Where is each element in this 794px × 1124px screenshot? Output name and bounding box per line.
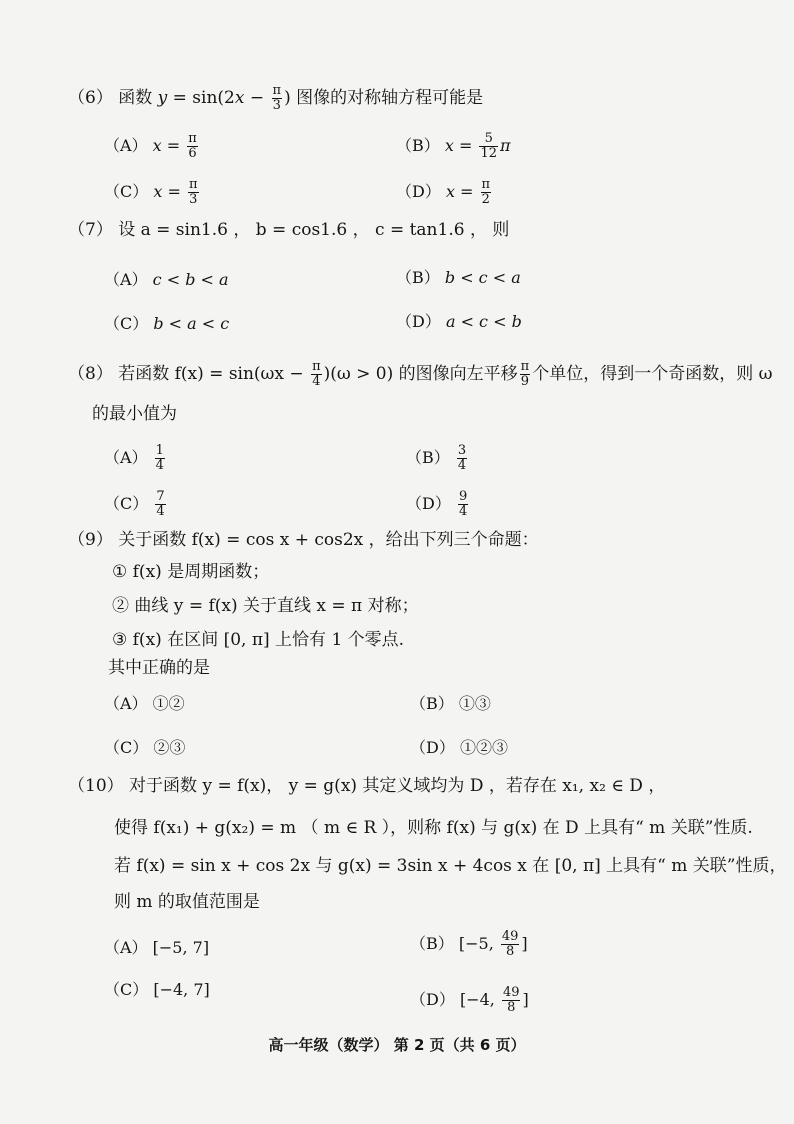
q9-option-d-label: （D） bbox=[410, 738, 455, 757]
q9-option-d-text: ①②③ bbox=[459, 738, 508, 757]
q10-option-b-fraction bbox=[501, 930, 520, 959]
q8-stem-line2: 的最小值为 bbox=[92, 404, 177, 424]
q7-option-a[interactable] bbox=[104, 270, 229, 290]
q10-stem-line1: （10） 对于函数 y = f(x)， y = g(x) 其定义域均为 D ，若存在 x₁, x₂ ∈ D ， bbox=[68, 776, 666, 796]
q6-option-c-fraction bbox=[188, 178, 199, 207]
q10-option-d-prefix: [−4, bbox=[459, 990, 500, 1009]
q10-option-b[interactable] bbox=[410, 930, 528, 959]
q8-stem-middle: )(ω > 0) 的图像向左平移 bbox=[323, 364, 518, 384]
q9-option-a-text: ①② bbox=[152, 694, 185, 713]
q8-option-b-label: （B） bbox=[406, 448, 450, 467]
q10-option-c-text: [−4, 7] bbox=[153, 980, 210, 999]
q9-option-c[interactable] bbox=[104, 738, 185, 758]
q6-option-a[interactable] bbox=[104, 132, 200, 161]
q7-option-c-label: （C） bbox=[104, 314, 149, 333]
q6-option-d-label: （D） bbox=[396, 182, 441, 201]
q9-option-b-text: ①③ bbox=[458, 694, 491, 713]
q8-option-d-label: （D） bbox=[406, 494, 451, 513]
q6-option-d[interactable] bbox=[396, 178, 493, 207]
q8-option-c-fraction bbox=[155, 490, 165, 519]
q10-option-a-text: [−5, 7] bbox=[152, 938, 210, 957]
q10-option-d[interactable] bbox=[410, 986, 529, 1015]
q8-option-b-num: 3 bbox=[457, 443, 467, 458]
q10-option-b-prefix: [−5, bbox=[458, 934, 499, 953]
q7-option-a-label: （A） bbox=[104, 270, 148, 289]
q8-option-d-den: 4 bbox=[458, 504, 468, 519]
q8-option-c-den: 4 bbox=[156, 504, 165, 519]
q7-option-c-text: b < a < c bbox=[153, 314, 230, 333]
q7-stem: （7） 设 a = sin1.6 ， b = cos1.6 ， c = tan1.6 ， 则 bbox=[68, 220, 510, 240]
q6-option-a-lhs: x = bbox=[152, 136, 181, 155]
q7-option-d[interactable] bbox=[396, 312, 522, 332]
q9-conclusion: 其中正确的是 bbox=[108, 658, 210, 678]
q6-stem-prefix: （6） 函数 bbox=[68, 88, 158, 108]
q6-option-c-lhs: x = bbox=[153, 182, 181, 201]
q10-option-d-fraction bbox=[502, 986, 521, 1015]
q8-stem-frac2-num: π bbox=[520, 359, 530, 374]
q10-option-d-num: 49 bbox=[502, 985, 520, 1000]
q8-option-c[interactable] bbox=[104, 490, 168, 519]
q8-option-a[interactable] bbox=[104, 444, 167, 473]
q6-option-c[interactable] bbox=[104, 178, 201, 207]
q8-option-a-num: 1 bbox=[155, 443, 164, 458]
q8-option-c-label: （C） bbox=[104, 494, 149, 513]
q7-option-c[interactable] bbox=[104, 314, 229, 334]
q10-option-c-label: （C） bbox=[104, 980, 149, 999]
q9-option-c-label: （C） bbox=[104, 738, 149, 757]
q6-option-b-den: 12 bbox=[480, 146, 498, 161]
q10-stem-line3: 若 f(x) = sin x + cos 2x 与 g(x) = 3sin x + 4cos x 在 [0, π] 上具有“ m 关联”性质， bbox=[114, 856, 787, 876]
q9-stem: （9） 关于函数 f(x) = cos x + cos2x ，给出下列三个命题： bbox=[68, 530, 539, 550]
q10-option-d-label: （D） bbox=[410, 990, 455, 1009]
q9-option-a-label: （A） bbox=[104, 694, 148, 713]
q6-stem-minus: − bbox=[244, 88, 270, 108]
page-footer: 高一年级（数学） 第 2 页（共 6 页） bbox=[268, 1036, 526, 1054]
q6-option-a-num: π bbox=[188, 131, 197, 146]
q8-option-d-fraction bbox=[458, 490, 468, 519]
q8-option-b[interactable] bbox=[406, 444, 469, 473]
q8-stem-fraction-1 bbox=[311, 360, 322, 389]
q6-stem-fraction bbox=[272, 84, 283, 113]
q10-option-b-suffix: ] bbox=[521, 934, 528, 953]
q7-option-a-text: c < b < a bbox=[152, 270, 229, 289]
q6-option-a-fraction bbox=[187, 132, 198, 161]
q6-option-b-label: （B） bbox=[396, 136, 440, 155]
q10-option-a[interactable] bbox=[104, 938, 209, 958]
q6-stem-suffix: ) 图像的对称轴方程可能是 bbox=[284, 88, 484, 108]
q6-option-c-num: π bbox=[188, 177, 198, 192]
q10-stem-line2: 使得 f(x₁) + g(x₂) = m （ m ∈ R ），则称 f(x) 与 g(x) 在 D 上具有“ m 关联”性质. bbox=[114, 818, 753, 838]
q10-option-c[interactable] bbox=[104, 980, 210, 1000]
q8-stem-prefix: （8） 若函数 f(x) = sin(ωx − bbox=[68, 364, 310, 384]
q6-option-a-den: 6 bbox=[188, 146, 197, 161]
q10-option-d-den: 8 bbox=[507, 1000, 516, 1015]
q8-stem-frac2-den: 9 bbox=[520, 374, 530, 389]
q6-stem-frac-num: π bbox=[272, 83, 282, 98]
q6-stem-y: y bbox=[157, 88, 168, 108]
q9-proposition-3: ③ f(x) 在区间 [0, π] 上恰有 1 个零点. bbox=[112, 630, 405, 650]
q6-option-c-den: 3 bbox=[189, 192, 198, 207]
q8-stem-frac1-den: 4 bbox=[312, 374, 321, 389]
q9-option-d[interactable] bbox=[410, 738, 508, 758]
q9-option-b-label: （B） bbox=[410, 694, 454, 713]
q8-option-a-fraction bbox=[155, 444, 165, 473]
q8-option-d[interactable] bbox=[406, 490, 470, 519]
q6-option-c-label: （C） bbox=[104, 182, 149, 201]
q6-option-d-num: π bbox=[481, 177, 491, 192]
q8-stem-suffix: 个单位，得到一个奇函数，则 ω bbox=[532, 364, 773, 384]
q7-option-d-text: a < c < b bbox=[445, 312, 522, 331]
q7-option-d-label: （D） bbox=[396, 312, 441, 331]
q8-stem-fraction-2 bbox=[520, 360, 531, 389]
q10-option-b-den: 8 bbox=[505, 944, 515, 959]
q10-stem-line4: 则 m 的取值范围是 bbox=[114, 892, 260, 912]
q7-option-b-text: b < c < a bbox=[444, 268, 521, 287]
q6-stem-eq: = sin(2 bbox=[167, 88, 235, 108]
q10-option-a-label: （A） bbox=[104, 938, 148, 957]
q8-stem bbox=[68, 360, 772, 389]
q9-option-a[interactable] bbox=[104, 694, 185, 714]
q10-option-d-suffix: ] bbox=[522, 990, 529, 1009]
q6-option-b-lhs: x = bbox=[444, 136, 473, 155]
q8-option-a-den: 4 bbox=[155, 458, 164, 473]
q6-option-d-den: 2 bbox=[481, 192, 490, 207]
q6-option-b-num: 5 bbox=[479, 132, 498, 147]
q9-proposition-2: ② 曲线 y = f(x) 关于直线 x = π 对称； bbox=[112, 596, 419, 616]
q7-option-b[interactable] bbox=[396, 268, 521, 288]
q9-option-c-text: ②③ bbox=[153, 738, 186, 757]
q10-option-b-num: 49 bbox=[501, 929, 519, 944]
q8-option-b-fraction bbox=[457, 444, 467, 473]
q8-option-d-num: 9 bbox=[458, 489, 468, 504]
q6-option-b[interactable] bbox=[396, 132, 511, 161]
q8-option-b-den: 4 bbox=[457, 458, 467, 473]
q6-option-a-label: （A） bbox=[104, 136, 148, 155]
q6-option-b-pi: π bbox=[500, 136, 511, 155]
q8-option-a-label: （A） bbox=[104, 448, 148, 467]
q9-option-b[interactable] bbox=[410, 694, 491, 714]
q6-option-d-fraction bbox=[481, 178, 492, 207]
q6-stem-frac-den: 3 bbox=[272, 98, 281, 113]
q8-stem-frac1-num: π bbox=[312, 359, 321, 374]
q10-option-b-label: （B） bbox=[410, 934, 454, 953]
q7-option-b-label: （B） bbox=[396, 268, 440, 287]
q6-stem-x: x bbox=[234, 88, 245, 108]
q8-option-c-num: 7 bbox=[156, 489, 165, 504]
q6-option-d-lhs: x = bbox=[445, 182, 474, 201]
q9-proposition-1: ① f(x) 是周期函数； bbox=[112, 562, 270, 582]
q6-stem bbox=[68, 84, 483, 113]
q6-option-b-fraction bbox=[479, 132, 498, 161]
